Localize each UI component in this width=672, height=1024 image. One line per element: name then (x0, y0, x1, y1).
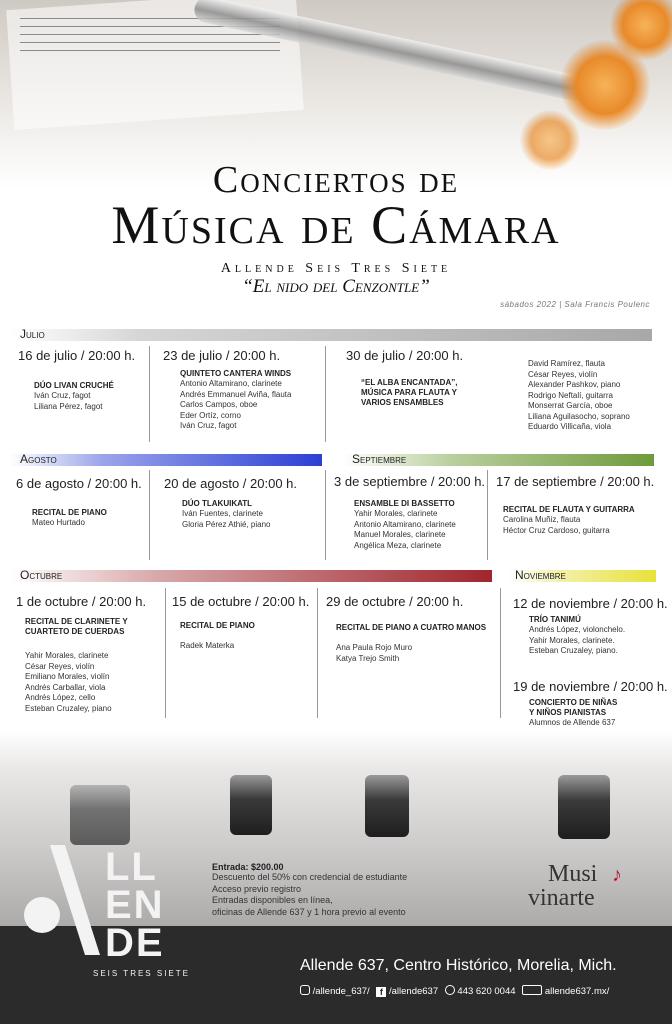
event-title: Y NIÑOS PIANISTAS (529, 708, 607, 717)
performer: Radek Materka (180, 641, 235, 650)
performer: Antonio Altamirano, clarinete (354, 519, 456, 529)
column-divider (500, 588, 501, 718)
allende-logo (20, 835, 200, 985)
performer: Iván Cruz, fagot (34, 391, 91, 400)
performer: Andrés Emmanuel Aviña, flauta (180, 389, 292, 399)
admission-line: Acceso previo registro (212, 883, 302, 894)
allende-a-icon (20, 845, 100, 955)
performer: Iván Cruz, fagot (180, 421, 237, 430)
column-divider (165, 588, 166, 718)
performer: Esteban Cruzaley, piano (25, 703, 112, 713)
column-divider (149, 346, 150, 442)
logo-row-2: EN (105, 883, 165, 927)
web-icon (522, 985, 542, 995)
performer: Monserrat García, oboe (528, 401, 613, 410)
social-links (300, 985, 609, 997)
event-title: RECITAL DE PIANO (32, 508, 107, 517)
event-date: 29 de octubre / 20:00 h. (326, 594, 464, 609)
whatsapp-number[interactable]: 443 620 0044 (457, 986, 516, 997)
performer: Manuel Morales, clarinete (354, 530, 446, 539)
month-bar-agosto (10, 454, 322, 466)
event-title: CONCIERTO DE NIÑAS (529, 698, 618, 707)
event-card (16, 476, 142, 529)
performer: Carlos Campos, oboe (180, 400, 258, 409)
performer: Eder Ortíz, corno (180, 410, 241, 420)
month-label: Septiembre (352, 452, 407, 466)
subtitle-venue-name: Allende Seis Tres Siete (220, 261, 452, 276)
performer: Héctor Cruz Cardoso, guitarra (503, 525, 610, 535)
event-date: 1 de octubre / 20:00 h. (16, 594, 147, 609)
performer-list (528, 359, 630, 433)
event-card (164, 476, 297, 530)
column-divider (487, 470, 488, 560)
event-card (496, 474, 654, 536)
staff-line (20, 34, 280, 35)
performer: Andrés López, violonchelo. (529, 625, 626, 634)
column-divider (325, 346, 326, 442)
address: Allende 637, Centro Histórico, Morelia, Mich. (300, 957, 617, 974)
event-title: QUINTETO CANTERA WINDS (180, 369, 292, 378)
performer: Esteban Cruzaley, piano. (529, 646, 618, 655)
musivinarte-line2: vinarte (528, 885, 595, 911)
event-card (16, 594, 146, 714)
month-bar-septiembre (342, 454, 654, 466)
event-date: 6 de agosto / 20:00 h. (16, 476, 142, 491)
month-label: Octubre (20, 568, 63, 582)
performer: Carolina Muñiz, flauta (503, 515, 581, 524)
title-line-1: Conciertos de (212, 159, 460, 201)
performer: Antonio Altamirano, clarinete (180, 379, 282, 388)
event-title: ENSAMBLE DI BASSETTO (354, 499, 455, 508)
event-card (346, 348, 463, 408)
event-title: RECITAL DE PIANO (180, 621, 255, 630)
admission-line: oficinas de Allende 637 y 1 hora previo al evento (212, 906, 406, 917)
performer: Katya Trejo Smith (336, 653, 400, 663)
performer: Alumnos de Allende 637 (529, 718, 616, 727)
performer: Yahir Morales, clarinete. (529, 635, 615, 645)
staff-line (20, 42, 280, 43)
admission-price: Entrada: $200.00 (212, 862, 284, 872)
performer: Liliana Aguilasocho, soprano (528, 411, 630, 421)
event-title: RECITAL DE PIANO A CUATRO MANOS (336, 623, 487, 632)
event-date: 17 de septiembre / 20:00 h. (496, 474, 655, 489)
month-bar-octubre (10, 570, 492, 582)
facebook-handle[interactable]: /allende637 (388, 986, 439, 997)
staff-line (20, 50, 280, 51)
whatsapp-icon (445, 985, 455, 995)
month-label: Julio (20, 327, 45, 341)
logo-tagline: SEIS TRES SIETE (93, 969, 190, 978)
musivinarte-line1: Musi (548, 861, 598, 887)
column-divider (317, 588, 318, 718)
performer: Ana Paula Rojo Muro (336, 643, 413, 652)
performer: David Ramírez, flauta (528, 359, 605, 368)
event-date: 19 de noviembre / 20:00 h. (513, 679, 668, 694)
piano-black-key (365, 775, 409, 837)
performer: Yahir Morales, clarinete (354, 509, 438, 518)
event-title: DÚO TLAKUIKATL (182, 499, 253, 508)
performer: Emiliano Morales, violín (25, 672, 110, 681)
logo-row-3: DE (105, 921, 165, 965)
logo-row-1: LL (105, 845, 158, 889)
admission-line: Descuento del 50% con credencial de estudiante (212, 872, 408, 882)
performer: Alexander Pashkov, piano (528, 380, 621, 389)
event-title: RECITAL DE CLARINETE Y (25, 617, 128, 626)
music-note-icon: ♪ (612, 864, 622, 886)
event-title: VARIOS ENSAMBLES (361, 398, 444, 407)
performer: César Reyes, violín (528, 369, 598, 379)
instagram-handle[interactable]: /allende_637/ (312, 986, 370, 997)
column-divider (325, 470, 326, 560)
event-date: 12 de noviembre / 20:00 h. (513, 596, 668, 611)
performer: Angélica Meza, clarinete (354, 540, 442, 550)
admission-line: Entradas disponibles en línea, (212, 895, 333, 905)
event-title: MÚSICA PARA FLAUTA Y (361, 388, 457, 397)
performer: Liliana Pérez, fagot (34, 401, 103, 411)
month-label: Agosto (20, 452, 57, 466)
subtitle-nickname: “El nido del Cenzontle” (242, 276, 430, 297)
event-card (513, 596, 668, 657)
facebook-icon: f (376, 987, 386, 997)
month-bar-julio (10, 329, 652, 341)
event-card (18, 348, 135, 412)
performer: Iván Fuentes, clarinete (182, 509, 263, 518)
event-title: DÚO LIVAN CRUCHÉ (34, 381, 114, 390)
event-card (163, 348, 291, 432)
venue-info: sábados 2022 | Sala Francis Poulenc (500, 300, 650, 309)
column-divider (149, 470, 150, 560)
month-label: Noviembre (515, 568, 566, 582)
event-date: 23 de julio / 20:00 h. (163, 348, 281, 363)
performer: Yahir Morales, clarinete (25, 651, 109, 660)
piano-black-key (230, 775, 272, 835)
website-link[interactable]: allende637.mx/ (544, 986, 610, 997)
performer: Rodrigo Neftalí, guitarra (528, 390, 613, 400)
musivinarte-logo (528, 861, 598, 911)
event-title: CUARTETO DE CUERDAS (25, 627, 125, 636)
month-bar-noviembre (507, 570, 656, 582)
performer: Gloria Pérez Athié, piano (182, 519, 271, 529)
event-card (172, 594, 309, 652)
event-date: 15 de octubre / 20:00 h. (172, 594, 310, 609)
performer: Andrés Carballar, viola (25, 682, 106, 692)
performer: César Reyes, violín (25, 661, 95, 671)
event-card (326, 594, 486, 664)
event-title: “EL ALBA ENCANTADA”, (361, 378, 458, 387)
event-date: 3 de septiembre / 20:00 h. (334, 474, 486, 489)
title-line-2: Música de Cámara (111, 195, 561, 255)
event-card (334, 474, 485, 551)
piano-black-key (558, 775, 610, 839)
event-card (513, 679, 668, 729)
event-title: TRÍO TANIMÚ (529, 615, 581, 624)
performer: Mateo Hurtado (32, 518, 85, 527)
performer: Eduardo Villicaña, viola (528, 422, 612, 431)
event-title: RECITAL DE FLAUTA Y GUITARRA (503, 505, 635, 514)
instagram-icon (300, 985, 310, 995)
performer: Andrés López, cello (25, 693, 96, 702)
event-date: 16 de julio / 20:00 h. (18, 348, 136, 363)
event-date: 20 de agosto / 20:00 h. (164, 476, 297, 491)
event-date: 30 de julio / 20:00 h. (346, 348, 464, 363)
admission-info (212, 862, 407, 918)
